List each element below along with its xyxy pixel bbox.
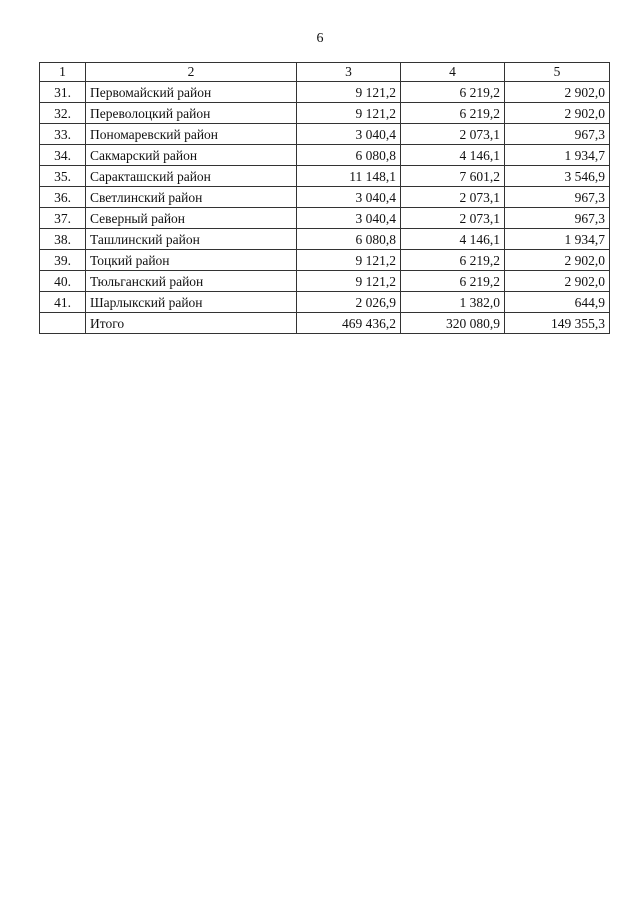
table-row [40,124,610,145]
table-row [40,145,610,166]
value-col4: 2 073,1 [401,124,505,145]
data-table [39,62,610,334]
district-name: Переволоцкий район [86,103,297,124]
value-col3: 11 148,1 [297,166,401,187]
value-col3: 3 040,4 [297,124,401,145]
row-number: 35. [40,166,86,187]
row-number [40,313,86,334]
total-col3: 469 436,2 [297,313,401,334]
total-label: Итого [86,313,297,334]
header-cell: 5 [505,63,610,82]
value-col4: 4 146,1 [401,229,505,250]
table-row [40,166,610,187]
header-cell: 1 [40,63,86,82]
value-col4: 6 219,2 [401,271,505,292]
value-col3: 9 121,2 [297,82,401,103]
row-number: 31. [40,82,86,103]
value-col3: 9 121,2 [297,271,401,292]
value-col3: 3 040,4 [297,187,401,208]
district-name: Ташлинский район [86,229,297,250]
value-col3: 2 026,9 [297,292,401,313]
district-name: Пономаревский район [86,124,297,145]
district-name: Светлинский район [86,187,297,208]
row-number: 32. [40,103,86,124]
table-header-row [40,63,610,82]
district-name: Первомайский район [86,82,297,103]
header-cell: 2 [86,63,297,82]
value-col4: 7 601,2 [401,166,505,187]
value-col5: 2 902,0 [505,82,610,103]
value-col5: 967,3 [505,124,610,145]
value-col4: 6 219,2 [401,82,505,103]
district-name: Саракташский район [86,166,297,187]
header-cell: 3 [297,63,401,82]
table-row [40,292,610,313]
row-number: 37. [40,208,86,229]
value-col3: 9 121,2 [297,103,401,124]
value-col4: 4 146,1 [401,145,505,166]
row-number: 34. [40,145,86,166]
table-row [40,187,610,208]
table-row [40,208,610,229]
row-number: 40. [40,271,86,292]
district-name: Сакмарский район [86,145,297,166]
total-row [40,313,610,334]
table-row [40,271,610,292]
table-row [40,229,610,250]
value-col5: 1 934,7 [505,229,610,250]
value-col4: 2 073,1 [401,208,505,229]
table-row [40,103,610,124]
row-number: 33. [40,124,86,145]
district-name: Шарлыкский район [86,292,297,313]
value-col5: 1 934,7 [505,145,610,166]
value-col5: 644,9 [505,292,610,313]
value-col5: 967,3 [505,187,610,208]
value-col3: 9 121,2 [297,250,401,271]
value-col5: 2 902,0 [505,271,610,292]
value-col4: 6 219,2 [401,103,505,124]
row-number: 41. [40,292,86,313]
value-col4: 1 382,0 [401,292,505,313]
row-number: 39. [40,250,86,271]
district-name: Тюльганский район [86,271,297,292]
value-col4: 2 073,1 [401,187,505,208]
total-col4: 320 080,9 [401,313,505,334]
table-row [40,82,610,103]
value-col5: 967,3 [505,208,610,229]
value-col3: 6 080,8 [297,229,401,250]
value-col3: 6 080,8 [297,145,401,166]
value-col4: 6 219,2 [401,250,505,271]
value-col5: 2 902,0 [505,103,610,124]
total-col5: 149 355,3 [505,313,610,334]
value-col5: 2 902,0 [505,250,610,271]
page-number: 6 [316,31,324,46]
district-name: Северный район [86,208,297,229]
value-col5: 3 546,9 [505,166,610,187]
header-cell: 4 [401,63,505,82]
district-name: Тоцкий район [86,250,297,271]
table-row [40,250,610,271]
row-number: 38. [40,229,86,250]
row-number: 36. [40,187,86,208]
value-col3: 3 040,4 [297,208,401,229]
